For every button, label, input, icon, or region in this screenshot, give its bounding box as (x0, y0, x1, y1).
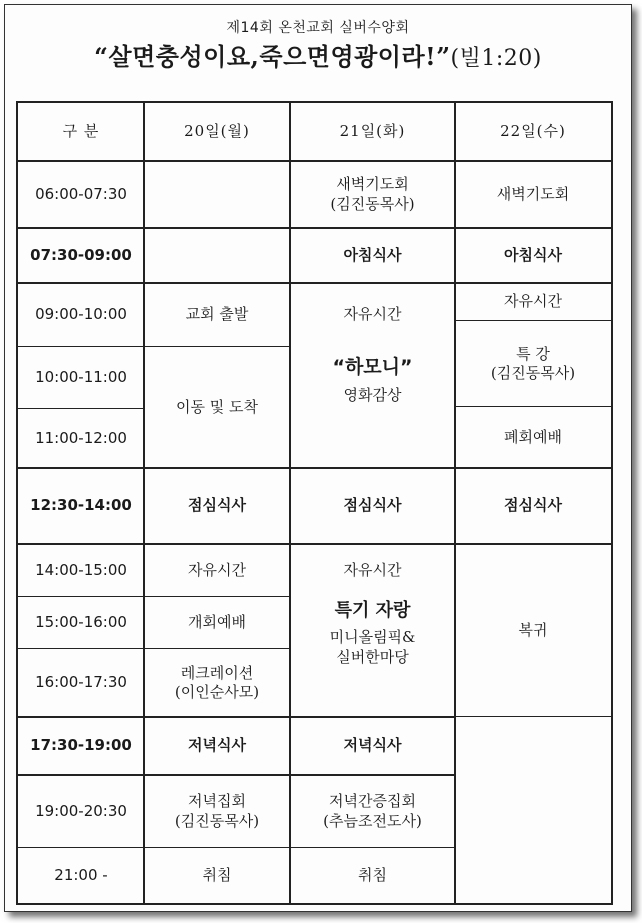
tue-sleep: 취침 (358, 865, 387, 884)
mon-recreation (144, 649, 290, 717)
time-slot: 12:30-14:00 (30, 496, 132, 515)
time-slot: 07:30-09:00 (30, 245, 132, 264)
mon-free-time: 자유시간 (188, 560, 246, 579)
header-day-tue: 21일(화) (339, 122, 406, 141)
tue-movie (290, 347, 455, 468)
mon-evening-speaker: (김진동목사) (174, 811, 260, 830)
tue-dawn-speaker: (김진동목사) (330, 194, 415, 213)
tue-movie-label: 영화감상 (343, 385, 402, 404)
tue-dawn-prayer (290, 161, 455, 228)
mon-opening-service: 개회예배 (188, 613, 246, 632)
mon-evening-meeting (144, 775, 290, 848)
tue-free-time: 자유시간 (343, 305, 402, 324)
tue-testimony-speaker: (추늠조전도사) (323, 811, 422, 830)
time-slot: 10:00-11:00 (35, 368, 127, 387)
tue-dinner: 저녁식사 (343, 736, 402, 755)
wed-breakfast: 아침식사 (504, 245, 562, 264)
tue-breakfast: 아침식사 (343, 245, 402, 264)
motto-reference: (빌1:20) (450, 46, 542, 71)
mon-sleep: 취침 (202, 865, 232, 884)
tue-testimony-title: 저녁간증집회 (329, 792, 416, 810)
header-category: 구 분 (62, 122, 100, 141)
mon-lunch: 점심식사 (188, 496, 246, 515)
time-slot: 14:00-15:00 (35, 560, 127, 579)
schedule-sheet (4, 4, 632, 912)
motto-text: “살면충성이요,죽으면영광이라!” (94, 42, 451, 71)
wed-lecture-speaker: (김진동목사) (490, 364, 576, 382)
time-slot: 09:00-10:00 (35, 305, 127, 324)
header-day-mon: 20일(월) (184, 122, 250, 141)
mon-travel: 이동 및 도착 (176, 397, 258, 416)
tue-free-time-2: 자유시간 (343, 560, 402, 579)
time-slot: 16:00-17:30 (35, 673, 127, 692)
wed-return: 복귀 (518, 620, 548, 639)
tue-testimony-meeting (290, 775, 455, 848)
wed-free-time: 자유시간 (504, 292, 562, 311)
time-slot: 15:00-16:00 (35, 613, 127, 632)
event-subtitle: 제14회 온천교회 실버수양회 (226, 20, 410, 36)
time-slot: 21:00 - (54, 865, 108, 884)
wed-lunch: 점심식사 (504, 496, 562, 515)
time-slot: 06:00-07:30 (35, 184, 127, 203)
wed-dawn-prayer: 새벽기도회 (496, 184, 570, 203)
mon-dinner: 저녁식사 (188, 736, 246, 755)
tue-olympic-line1: 미니올림픽& (329, 628, 416, 647)
tue-dawn-title: 새벽기도회 (336, 175, 409, 193)
time-slot: 19:00-20:30 (35, 801, 127, 820)
time-slot: 11:00-12:00 (35, 428, 127, 447)
tue-talent-show (290, 597, 455, 717)
mon-recreation-leader: (이인순사모) (174, 683, 260, 701)
schedule-table (16, 101, 613, 905)
event-motto (5, 37, 631, 72)
header-day-wed: 22일(수) (500, 122, 566, 141)
wed-closing-service: 폐회예배 (504, 427, 562, 446)
wed-special-lecture (455, 321, 611, 407)
wed-lecture-title: 특 강 (516, 344, 550, 363)
mon-depart: 교회 출발 (185, 305, 249, 324)
mon-evening-title: 저녁집회 (188, 792, 246, 810)
tue-olympic-line2: 실버한마당 (336, 647, 409, 666)
tue-talent-title: 특기 자랑 (334, 600, 411, 621)
mon-recreation-title: 레크레이션 (180, 663, 254, 682)
tue-lunch: 점심식사 (343, 496, 402, 515)
tue-movie-title: “하모니” (332, 356, 413, 378)
time-slot: 17:30-19:00 (30, 736, 132, 755)
